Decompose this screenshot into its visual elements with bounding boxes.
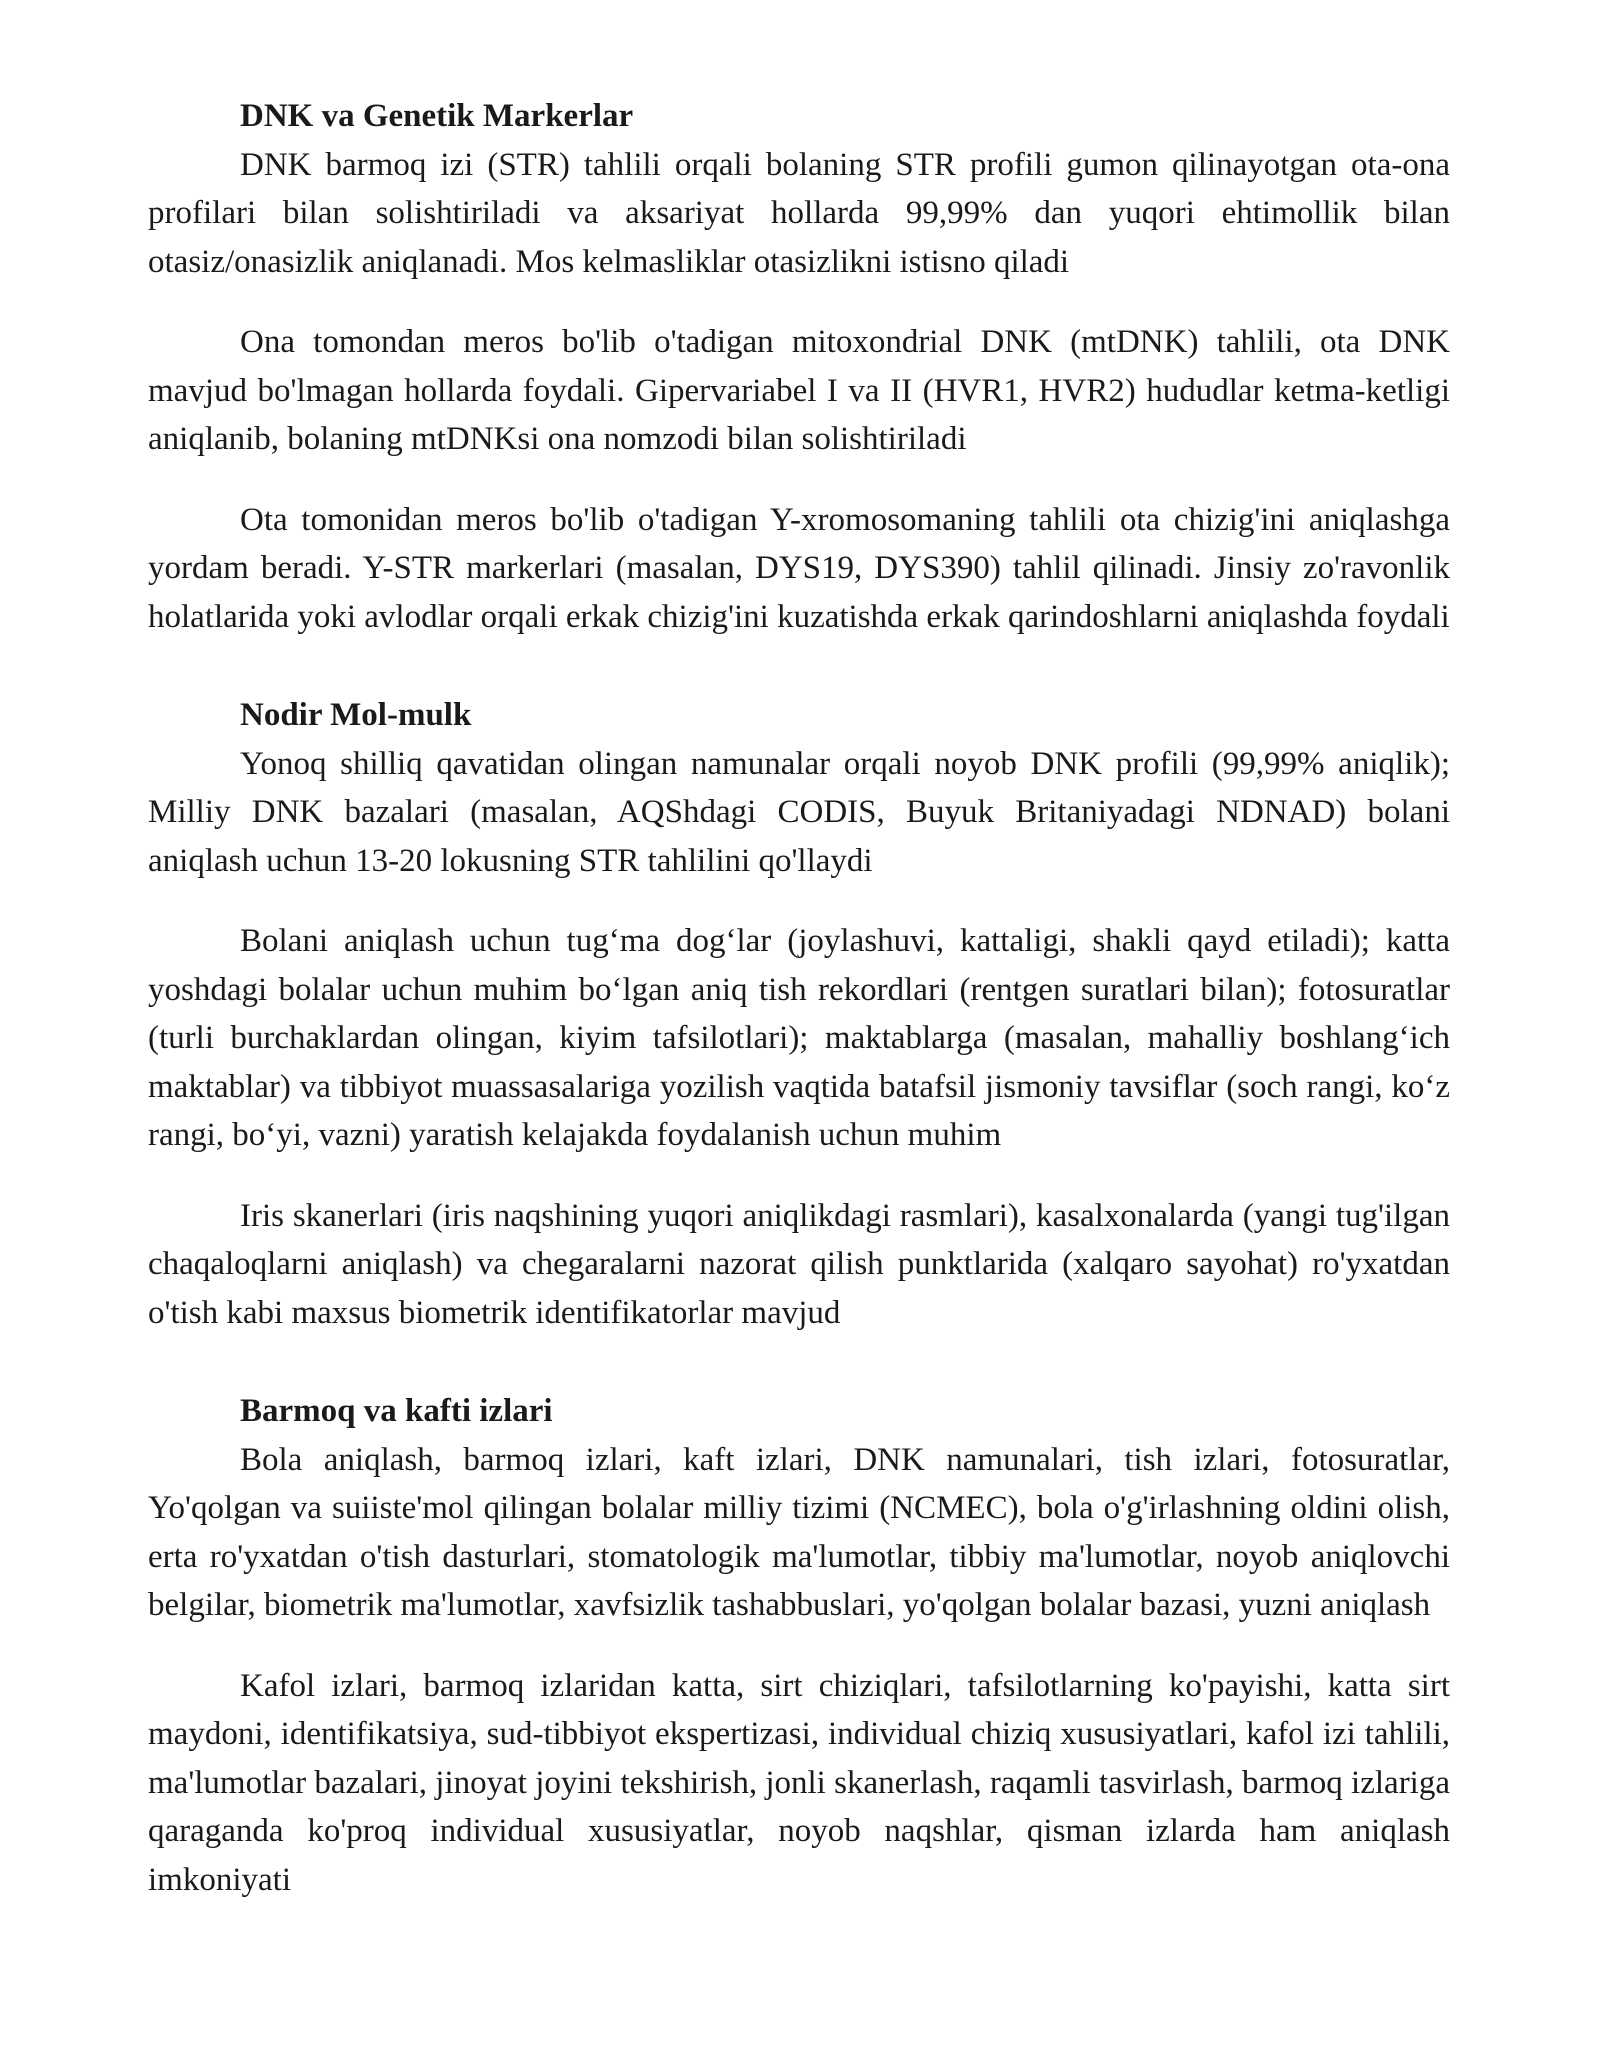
section-barmoq-va-kafti-izlari <box>148 1387 1450 1904</box>
paragraph: Bola aniqlash, barmoq izlari, kaft izlari, DNK namunalari, tish izlari, fotosuratlar, Yo'qolgan va suiiste'mol qilingan bolalar milliy tizimi (NCMEC), bola o'g'irlashning oldini olish, erta ro'yxatdan o'tish dasturlari, stomatologik ma'lumotlar, tibbiy ma'lumotlar, noyob aniqlovchi belgilar, biometrik ma'lumotlar, xavfsizlik tashabbuslari, yo'qolgan bolalar bazasi, yuzni aniqlash <box>148 1441 1450 1623</box>
paragraph: Yonoq shilliq qavatidan olingan namunalar orqali noyob DNK profili (99,99% aniqlik); Milliy DNK bazalari (masalan, AQShdagi CODIS, Buyuk Britaniyadagi NDNAD) bolani aniqlash uchun 13-20 lokusning STR tahlilini qo'llaydi <box>148 745 1450 879</box>
section-heading: DNK va Genetik Markerlar <box>240 98 634 134</box>
paragraph: Bolani aniqlash uchun tug‘ma dog‘lar (joylashuvi, kattaligi, shakli qayd etiladi); katta yoshdagi bolalar uchun muhim bo‘lgan aniq tish rekordlari (rentgen suratlari bilan); fotosuratlar (turli burchaklardan olingan, kiyim tafsilotlari); maktablarga (masalan, mahalliy boshlang‘ich maktablar) va tibbiyot muassasalariga yozilish vaqtida batafsil jismoniy tavsiflar (soch rangi, ko‘z rangi, bo‘yi, vazni) yaratish kelajakda foydalanish uchun muhim <box>148 923 1450 1153</box>
paragraph: Ota tomonidan meros bo'lib o'tadigan Y-xromosomaning tahlili ota chizig'ini aniqlashga yordam beradi. Y-STR markerlari (masalan, DYS19, DYS390) tahlil qilinadi. Jinsiy zo'ravonlik holatlarida yoki avlodlar orqali erkak chizig'ini kuzatishda erkak qarindoshlarni aniqlashda foydali <box>148 501 1450 635</box>
section-heading: Nodir Mol-mulk <box>240 697 472 733</box>
section-nodir-mol-mulk <box>148 691 1450 1337</box>
section-dnk-genetik-markerlar <box>148 92 1450 641</box>
paragraph: Iris skanerlari (iris naqshining yuqori aniqlikdagi rasmlari), kasalxonalarda (yangi tug'ilgan chaqaloqlarni aniqlash) va chegaralarni nazorat qilish punktlarida (xalqaro sayohat) ro'yxatdan o'tish kabi maxsus biometrik identifikatorlar mavjud <box>148 1197 1450 1331</box>
section-heading: Barmoq va kafti izlari <box>240 1393 553 1429</box>
document-page <box>148 92 1450 1904</box>
paragraph: Ona tomondan meros bo'lib o'tadigan mitoxondrial DNK (mtDNK) tahlili, ota DNK mavjud bo'lmagan hollarda foydali. Gipervariabel I va II (HVR1, HVR2) hududlar ketma-ketligi aniqlanib, bolaning mtDNKsi ona nomzodi bilan solishtiriladi <box>148 324 1450 457</box>
paragraph: DNK barmoq izi (STR) tahlili orqali bolaning STR profili gumon qilinayotgan ota-ona profilari bilan solishtiriladi va aksariyat hollarda 99,99% dan yuqori ehtimollik bilan otasiz/onasizlik aniqlanadi. Mos kelmasliklar otasizlikni istisno qiladi <box>148 146 1450 280</box>
paragraph: Kafol izlari, barmoq izlaridan katta, sirt chiziqlari, tafsilotlarning ko'payishi, katta sirt maydoni, identifikatsiya, sud-tibbiyot ekspertizasi, individual chiziq xususiyatlari, kafol izi tahlili, ma'lumotlar bazalari, jinoyat joyini tekshirish, jonli skanerlash, raqamli tasvirlash, barmoq izlariga qaraganda ko'proq individual xususiyatlar, noyob naqshlar, qisman izlarda ham aniqlash imkoniyati <box>148 1667 1450 1898</box>
